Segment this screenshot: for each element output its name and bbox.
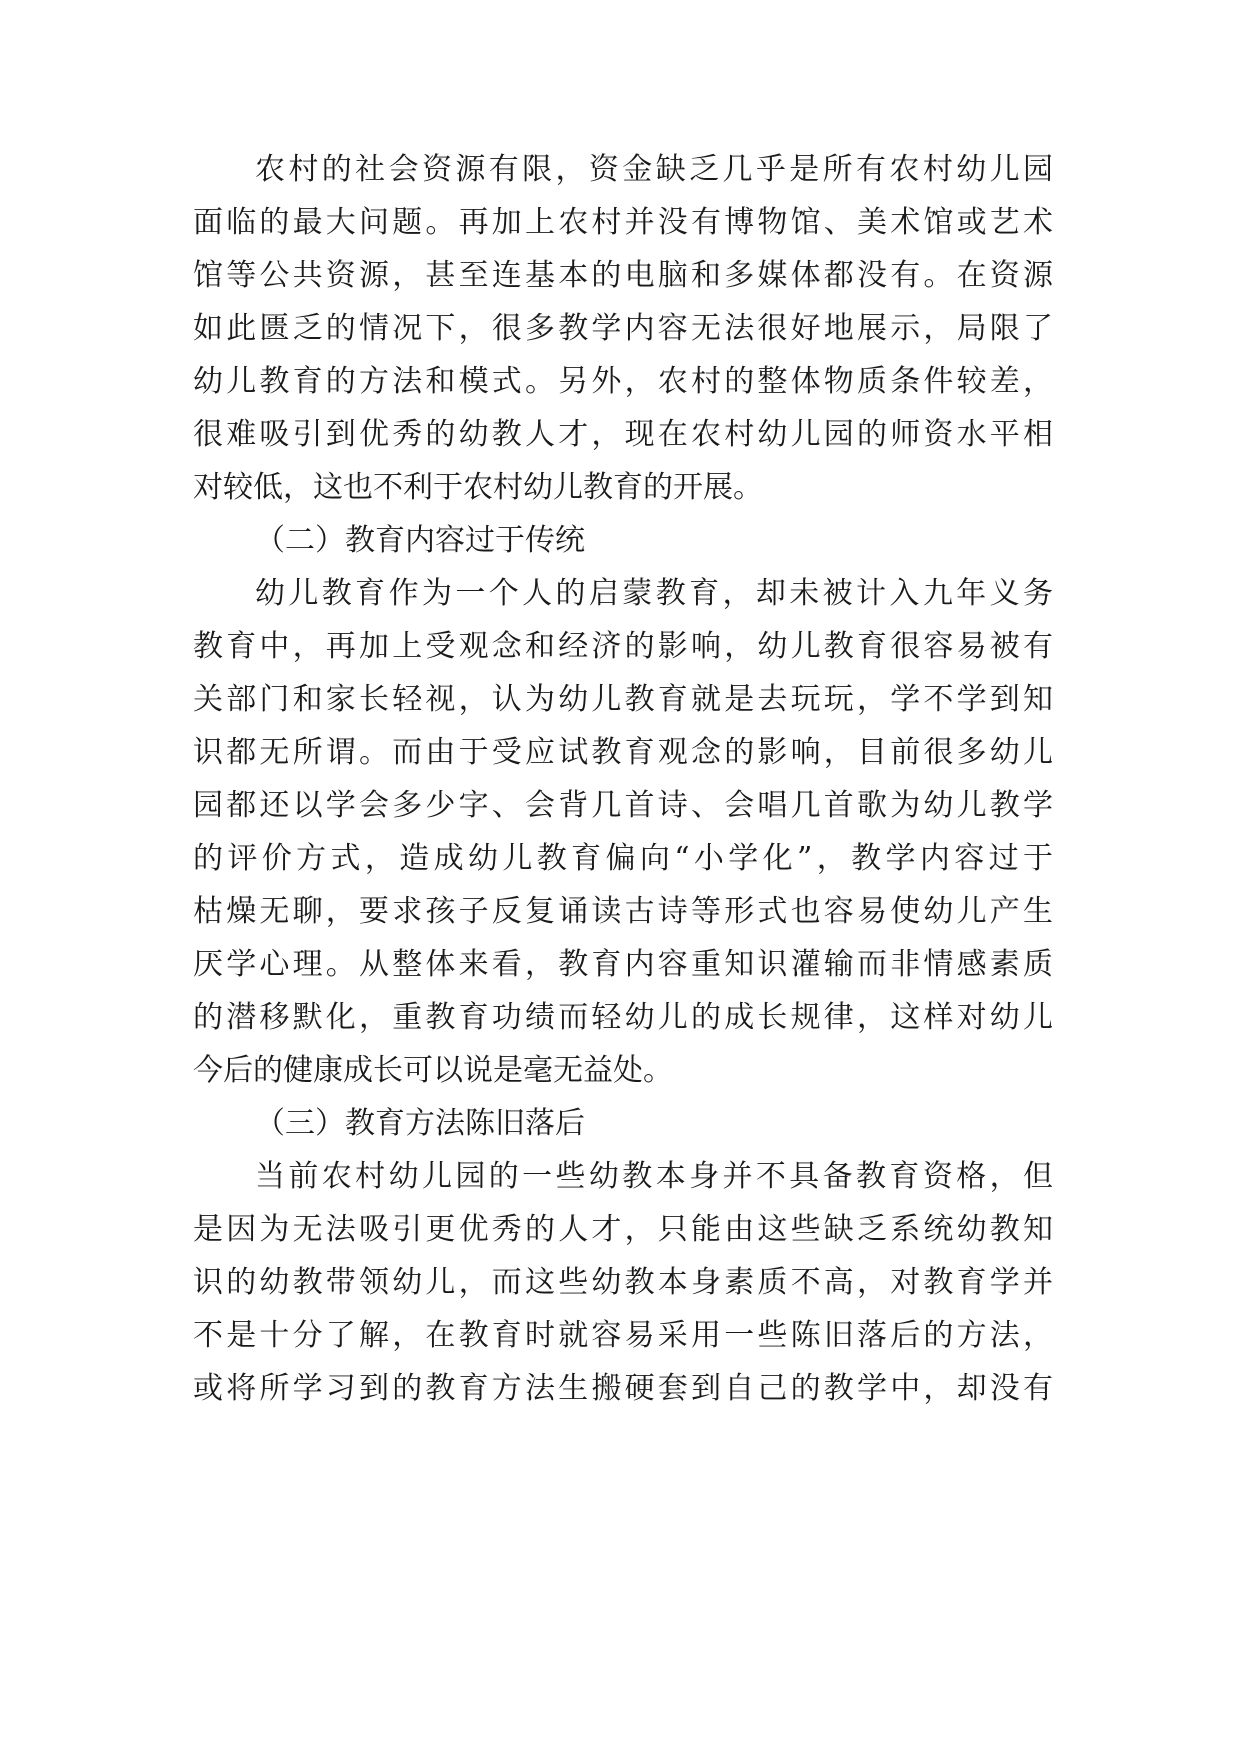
paragraph-2-line-6: 的评价方式，造成幼儿教育偏向“小学化”，教学内容过于 (193, 841, 1053, 876)
paragraph-2-line-4: 识都无所谓。而由于受应试教育观念的影响，目前很多幼儿 (193, 735, 1053, 770)
paragraph-3-line-2: 是因为无法吸引更优秀的人才，只能由这些缺乏系统幼教知 (193, 1212, 1053, 1247)
paragraph-2-line-7: 枯燥无聊，要求孩子反复诵读古诗等形式也容易使幼儿产生 (193, 894, 1053, 929)
paragraph-2-line-8: 厌学心理。从整体来看，教育内容重知识灌输而非情感素质 (193, 947, 1053, 982)
paragraph-2-line-3: 关部门和家长轻视，认为幼儿教育就是去玩玩，学不学到知 (193, 682, 1053, 717)
paragraph-3-line-5: 或将所学习到的教育方法生搬硬套到自己的教学中，却没有 (193, 1371, 1053, 1406)
paragraph-2-line-9: 的潜移默化，重教育功绩而轻幼儿的成长规律，这样对幼儿 (193, 1000, 1053, 1035)
paragraph-1-line-2: 面临的最大问题。再加上农村并没有博物馆、美术馆或艺术 (193, 205, 1053, 240)
paragraph-1-line-4: 如此匮乏的情况下，很多教学内容无法很好地展示，局限了 (193, 311, 1053, 346)
paragraph-1-line-5: 幼儿教育的方法和模式。另外，农村的整体物质条件较差， (193, 364, 1053, 399)
paragraph-3-line-1: 当前农村幼儿园的一些幼教本身并不具备教育资格，但 (255, 1159, 1053, 1194)
section-heading-3: （三）教育方法陈旧落后 (255, 1106, 585, 1141)
section-heading-2: （二）教育内容过于传统 (255, 523, 585, 558)
paragraph-2-line-5: 园都还以学会多少字、会背几首诗、会唱几首歌为幼儿教学 (193, 788, 1053, 823)
paragraph-2-line-10: 今后的健康成长可以说是毫无益处。 (193, 1053, 673, 1088)
paragraph-3-line-4: 不是十分了解，在教育时就容易采用一些陈旧落后的方法， (193, 1318, 1053, 1353)
paragraph-1-line-7: 对较低，这也不利于农村幼儿教育的开展。 (193, 470, 763, 505)
paragraph-1-line-3: 馆等公共资源，甚至连基本的电脑和多媒体都没有。在资源 (193, 258, 1053, 293)
paragraph-2-line-1: 幼儿教育作为一个人的启蒙教育，却未被计入九年义务 (255, 576, 1053, 611)
paragraph-2-line-2: 教育中，再加上受观念和经济的影响，幼儿教育很容易被有 (193, 629, 1053, 664)
paragraph-1-line-6: 很难吸引到优秀的幼教人才，现在农村幼儿园的师资水平相 (193, 417, 1053, 452)
paragraph-1-line-1: 农村的社会资源有限，资金缺乏几乎是所有农村幼儿园 (255, 152, 1053, 187)
paragraph-3-line-3: 识的幼教带领幼儿，而这些幼教本身素质不高，对教育学并 (193, 1265, 1053, 1300)
